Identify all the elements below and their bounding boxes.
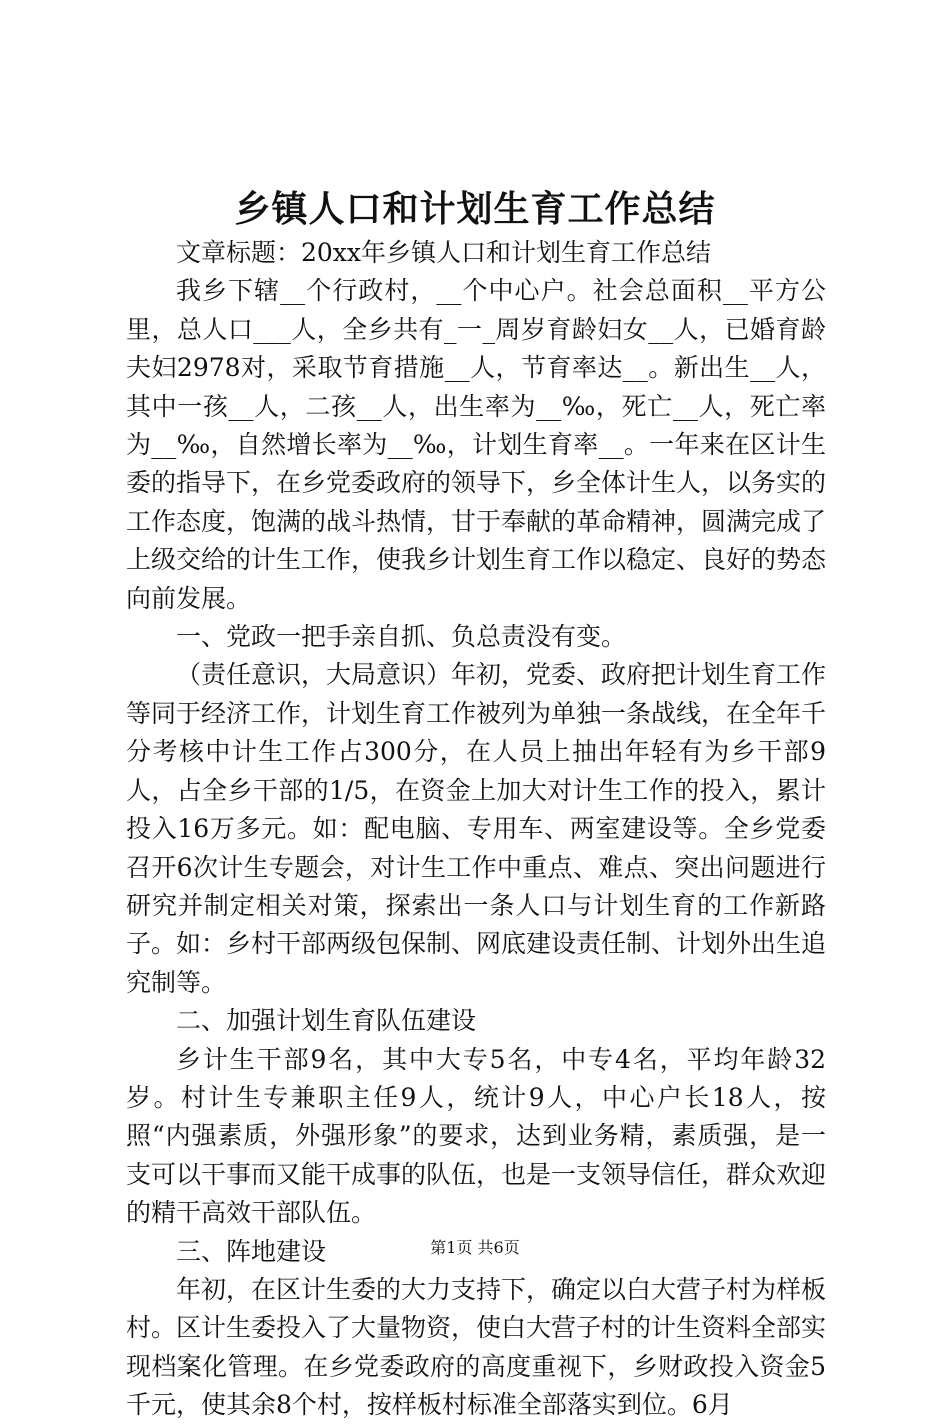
page-footer: 第1页 共6页 [430, 1238, 520, 1257]
section-heading-2: 二、加强计划生育队伍建设 [176, 1006, 477, 1036]
paragraph-section-2: 乡计生干部9名，其中大专5名，中专4名，平均年龄32岁。村计生专兼职主任9人，统计9人，中心户长18人，按照“内强素质，外强形象”的要求，达到业务精，素质强，是一支可以干事而又能干成事的队伍，也是一支领导信任，群众欢迎的精干高效干部队伍。 [126, 1044, 827, 1228]
section-heading-1: 一、党政一把手亲自抓、负总责没有变。 [176, 622, 627, 652]
section-heading-3: 三、阵地建设 [176, 1236, 327, 1266]
paragraph-section-1: （责任意识，大局意识）年初，党委、政府把计划生育工作等同于经济工作，计划生育工作被列为单独一条战线，在全年千分考核中计生工作占300分，在人员上抽出年轻有为乡干部9人，占全乡干部的1/5，在资金上加大对计生工作的投入，累计投入16万多元。如：配电脑、专用车、两室建设等。全乡党委召开6次计生专题会，对计生工作中重点、难点、突出问题进行研究并制定相关对策，探索出一条人口与计划生育的工作新路子。如：乡村干部两级包保制、网底建设责任制、计划外出生追究制等。 [126, 660, 827, 997]
paragraph-section-3: 年初，在区计生委的大力支持下，确定以白大营子村为样板村。区计生委投入了大量物资，使白大营子村的计生资料全部实现档案化管理。在乡党委政府的高度重视下，乡财政投入资金5千元，使其余8个村，按样板村标准全部落实到位。6月 [126, 1274, 827, 1420]
document-title: 乡镇人口和计划生育工作总结 [234, 188, 716, 230]
paragraph-overview: 我乡下辖__个行政村，__个中心户。社会总面积__平方公里，总人口___人，全乡共有_一_周岁育龄妇女__人，已婚育龄夫妇2978对，采取节育措施__人，节育率达__。新出生__人，其中一孩__人，二孩__人，出生率为__‰，死亡__人，死亡率为__‰，自然增长率为__‰，计划生育率__。一年来在区计生委的指导下，在乡党委政府的领导下，乡全体计生人，以务实的工作态度，饱满的战斗热情，甘于奉献的革命精神，圆满完成了上级交给的计生工作，使我乡计划生育工作以稳定、良好的势态向前发展。 [126, 276, 827, 613]
paragraph-article-title: 文章标题：20xx年乡镇人口和计划生育工作总结 [176, 238, 712, 267]
